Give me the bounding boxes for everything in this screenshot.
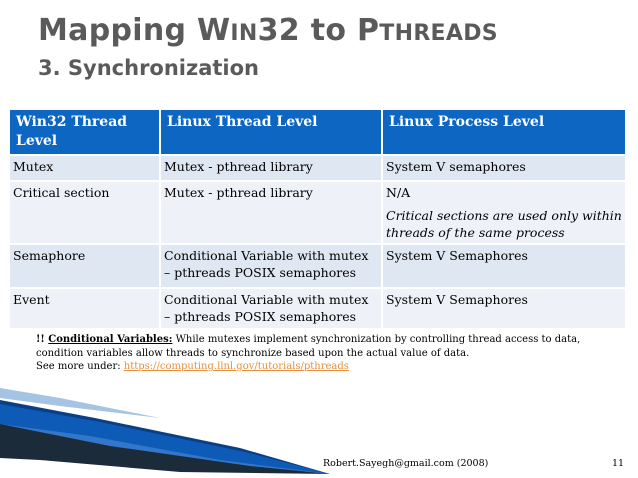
table-row [10,181,625,244]
decorative-swoosh [0,388,638,478]
note-text: While mutexes implement synchronization by controlling thread access to data, condition variables allow threads to synchronize based upon the actual value of data. [36,334,581,359]
cell-win32: Semaphore [10,244,160,288]
table-row [10,288,625,328]
slide-title: Mapping WIN32 to PTHREADS [38,13,498,48]
footer-email: Robert.Sayegh@gmail.com (2008) [323,458,489,469]
cell-win32: Event [10,288,160,328]
cell-linux-thread: Conditional Variable with mutex – pthreads POSIX semaphores [160,244,382,288]
footnote: !! Conditional Variables: While mutexes implement synchronization by controlling thread access to data, condition variables allow threads to synchronize based upon the actual value of data. See more under: https://computing.llnl.gov/tutorials/pthreads [36,334,581,372]
cell-linux-thread: Conditional Variable with mutex – pthreads POSIX semaphores [160,288,382,328]
see-more-label: See more under: [36,361,124,372]
cell-value: N/A [386,185,411,200]
mapping-table [10,110,625,328]
critical-section-note: Critical sections are used only within threads of the same process [386,208,622,240]
cell-linux-process: System V Semaphores [382,244,625,288]
cell-linux-thread: Mutex - pthread library [160,155,382,181]
table-header-row [10,110,625,155]
cell-linux-process: System V semaphores [382,155,625,181]
table-row [10,244,625,288]
header-win32: Win32 Thread Level [10,110,160,155]
note-term: Conditional Variables: [48,334,173,345]
pthreads-tutorial-link[interactable]: https://computing.llnl.gov/tutorials/pthreads [123,361,349,372]
slide-subtitle: 3. Synchronization [38,56,260,80]
page-number: 11 [612,458,625,469]
header-linux-process: Linux Process Level [382,110,625,155]
header-linux-thread: Linux Thread Level [160,110,382,155]
cell-linux-process [382,181,625,244]
cell-win32: Mutex [10,155,160,181]
table-row [10,155,625,181]
cell-linux-thread: Mutex - pthread library [160,181,382,244]
cell-win32: Critical section [10,181,160,244]
cell-linux-process: System V Semaphores [382,288,625,328]
